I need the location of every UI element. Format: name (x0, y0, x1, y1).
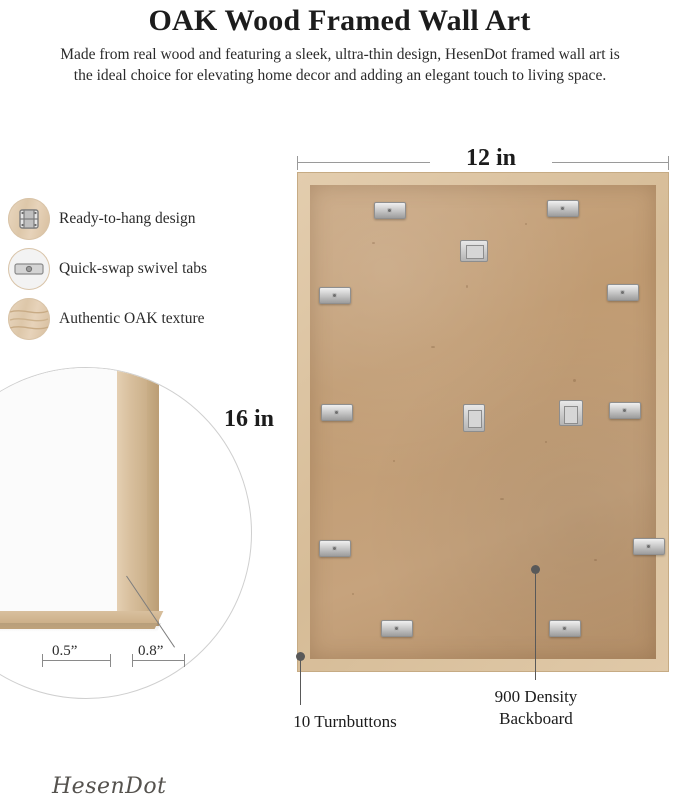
dim-label-width: 0.8” (138, 643, 164, 659)
dim-tick (42, 654, 43, 667)
callout-turnbuttons-label: 10 Turnbuttons (293, 712, 397, 731)
list-item (8, 296, 270, 342)
page-title: OAK Wood Framed Wall Art (148, 4, 531, 37)
dim-line-depth (42, 660, 110, 661)
frame-drop-shadow (0, 623, 161, 632)
hanger-hardware-top (460, 240, 488, 262)
list-item (8, 246, 270, 292)
turnbutton (633, 538, 665, 555)
dim-tick (668, 156, 669, 170)
list-item-label: Ready-to-hang design (59, 210, 196, 227)
dim-tick (110, 654, 111, 667)
feature-list (8, 196, 270, 346)
callout-line-turnbuttons (300, 657, 301, 705)
frame-mat (0, 368, 122, 613)
list-item (8, 196, 270, 242)
dim-label-board-height: 16 in (224, 406, 275, 432)
list-item-label: Authentic OAK texture (59, 310, 205, 327)
oak-texture-glyph (8, 298, 50, 340)
frame-side-edge (147, 368, 159, 626)
list-item-label: Quick-swap swivel tabs (59, 260, 208, 277)
hanger-hardware-glyph (17, 208, 41, 230)
page-subtitle: Made from real wood and featuring a sleek, ultra-thin design, HesenDot framed wall art is the ideal choice for elevating home decor and adding an elegant touch to living space. (60, 46, 620, 84)
swivel-tab-icon (8, 248, 50, 290)
frame-back-view (297, 172, 669, 672)
hanger-hardware-middle (463, 404, 485, 432)
dim-label-depth: 0.5” (52, 643, 78, 659)
turnbutton (319, 287, 351, 304)
swivel-tab-glyph (14, 261, 44, 277)
turnbutton (549, 620, 581, 637)
frame-face (117, 368, 147, 618)
dim-label-board-width: 12 in (430, 145, 552, 172)
turnbutton (547, 200, 579, 217)
dim-line-width (132, 660, 184, 661)
hanger-hardware-right (559, 400, 583, 426)
brand-logo: HesenDot (52, 774, 167, 799)
turnbutton (607, 284, 639, 301)
callout-backboard-line1: 900 Density (494, 687, 578, 706)
turnbutton (374, 202, 406, 219)
turnbutton (609, 402, 641, 419)
callout-backboard-line2: Backboard (499, 709, 573, 728)
frame-front-view (0, 368, 157, 618)
oak-texture-icon (8, 298, 50, 340)
turnbutton (381, 620, 413, 637)
frame-profile-dimensions (40, 636, 240, 684)
callout-line-backboard (535, 570, 536, 680)
dim-tick (184, 654, 185, 667)
turnbutton (321, 404, 353, 421)
hanger-hardware-icon (8, 198, 50, 240)
callout-backboard-label (440, 686, 632, 730)
turnbutton (319, 540, 351, 557)
dim-tick (297, 156, 298, 170)
dim-tick (132, 654, 133, 667)
